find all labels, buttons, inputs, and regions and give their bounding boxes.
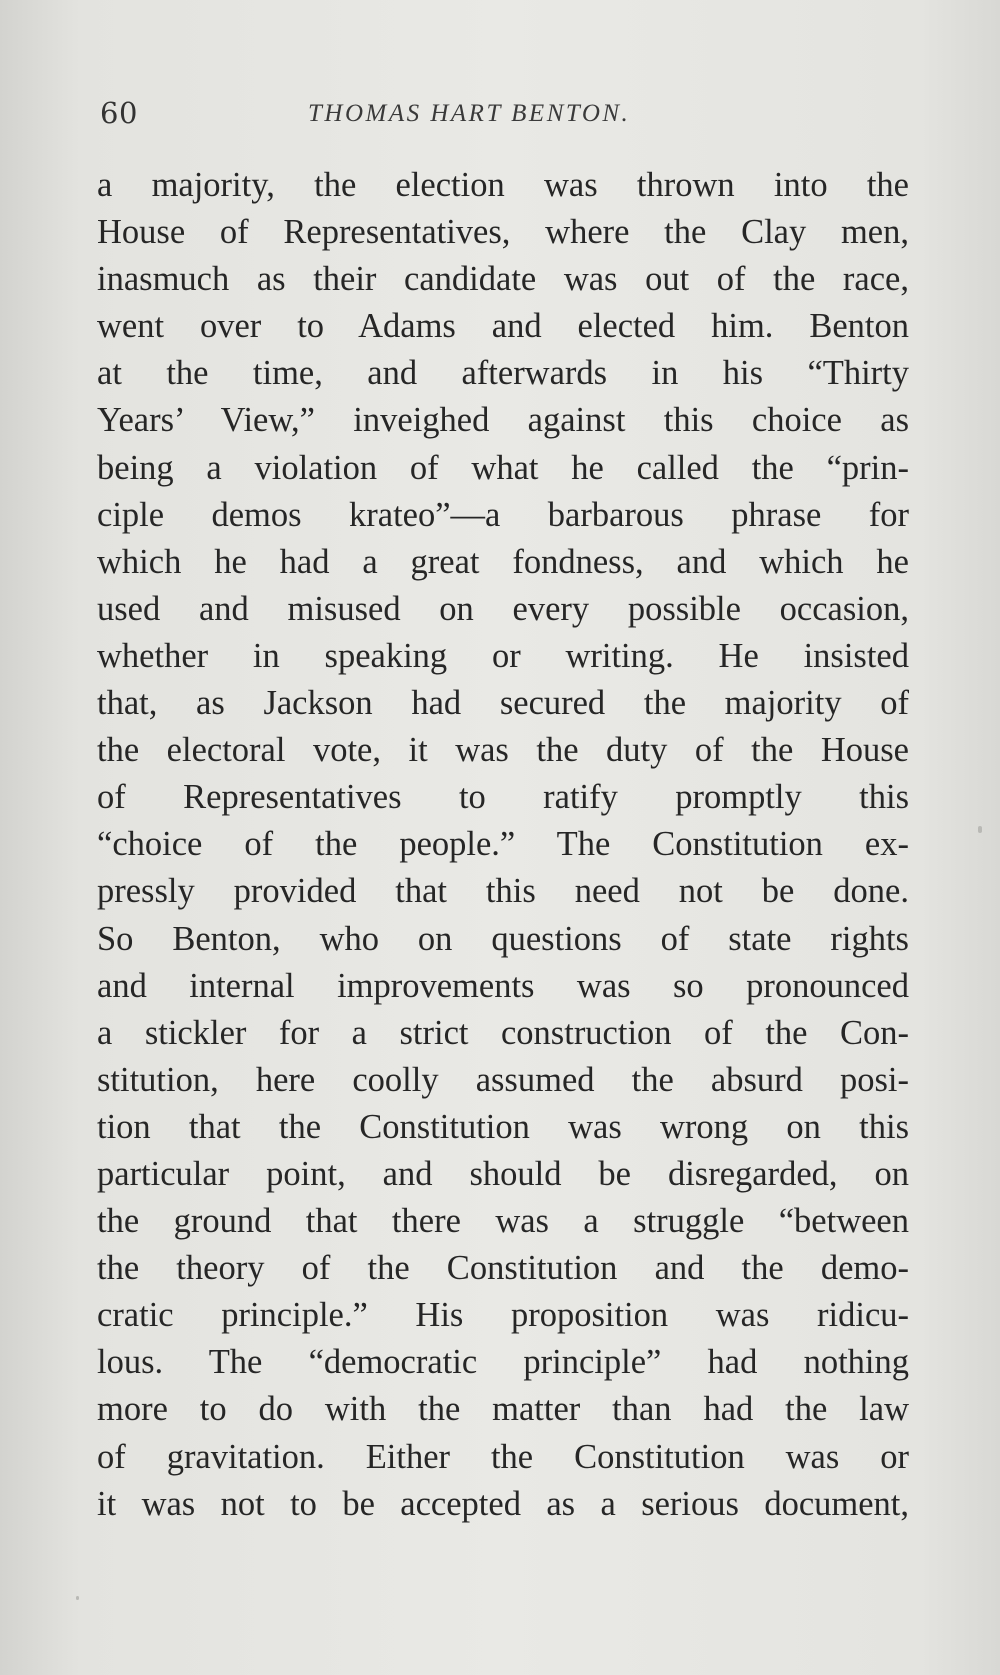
body-text — [97, 162, 909, 1528]
text-line: it was not to be accepted as a serious document, — [97, 1484, 909, 1523]
text-line: lous. The “democratic principle” had nothing — [97, 1343, 909, 1382]
text-line: ciple demos krateo”—a barbarous phrase for — [97, 495, 909, 534]
text-line: used and misused on every possible occasion, — [97, 589, 909, 628]
text-line: tion that the Constitution was wrong on this — [97, 1107, 909, 1146]
text-line: which he had a great fondness, and which he — [97, 542, 909, 581]
text-line: “choice of the people.” The Constitution ex- — [97, 825, 909, 864]
text-line: a majority, the election was thrown into the — [97, 166, 909, 204]
text-line: particular point, and should be disregarded, on — [97, 1154, 909, 1193]
text-line: inasmuch as their candidate was out of the race, — [97, 260, 909, 299]
text-line: cratic principle.” His proposition was ridicu- — [97, 1296, 909, 1335]
text-line: stitution, here coolly assumed the absurd posi- — [97, 1060, 909, 1099]
text-line: the theory of the Constitution and the demo- — [97, 1249, 909, 1288]
text-line: pressly provided that this need not be done. — [97, 872, 909, 911]
page-header — [100, 96, 905, 140]
text-line: the ground that there was a struggle “between — [97, 1202, 909, 1241]
text-line: more to do with the matter than had the law — [97, 1390, 909, 1429]
text-line: So Benton, who on questions of state rights — [97, 919, 909, 958]
text-line: whether in speaking or writing. He insisted — [97, 636, 909, 675]
text-line: that, as Jackson had secured the majority of — [97, 684, 909, 723]
text-line: being a violation of what he called the “prin- — [97, 448, 909, 487]
text-line: of Representatives to ratify promptly this — [97, 778, 909, 817]
text-line: a stickler for a strict construction of the Con- — [97, 1013, 909, 1052]
page-number: 60 — [100, 96, 138, 130]
text-line: went over to Adams and elected him. Benton — [97, 307, 909, 346]
text-line: at the time, and afterwards in his “Thirty — [97, 354, 909, 393]
text-line: House of Representatives, where the Clay men, — [97, 213, 909, 252]
paper-speck — [76, 1596, 79, 1600]
text-line: the electoral vote, it was the duty of the House — [97, 731, 909, 770]
running-head: THOMAS HART BENTON. — [308, 100, 631, 127]
text-line: Years’ View,” inveighed against this choice as — [97, 401, 909, 440]
text-line: and internal improvements was so pronounced — [97, 966, 909, 1005]
text-line: of gravitation. Either the Constitution was or — [97, 1437, 909, 1476]
paper-speck — [978, 826, 982, 833]
